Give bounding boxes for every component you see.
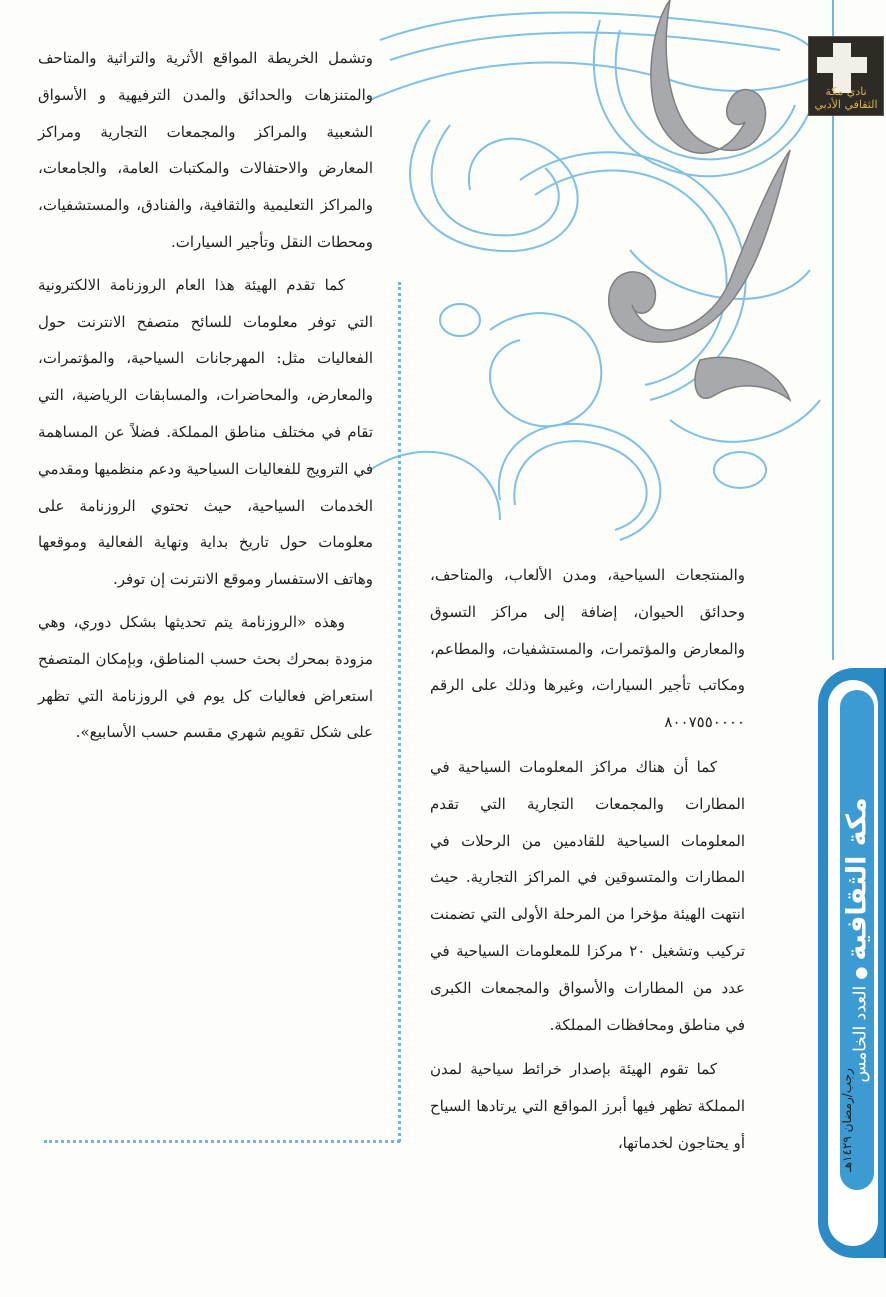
paragraph: وهذه «الروزنامة يتم تحديثها بشكل دوري، وهي مزودة بمحرك بحث حسب المناطق، وبإمكان المتصفح استعراض فعاليات كل يوم في الروزنامة التي تظهر على شكل تقويم شهري مقسم حسب الأسابيع». — [38, 612, 373, 742]
paragraph: وتشمل الخريطة المواقع الأثرية والتراثية والمتاحف والمتنزهات والحدائق والمدن الترفيهية و الأسواق الشعبية والمراكز والمجمعات التجارية ومراكز المعارض والاحتفالات والمكتبات العامة، والجامعات، والمراكز التعليمية والثقافية، والفنادق، والمستشفيات، ومحطات النقل وتأجير السيارات. — [38, 49, 373, 251]
bullet-icon: ● — [851, 966, 870, 980]
article-column-left — [38, 40, 373, 757]
logo-text: نادي مكة الثقافي الأدبي — [814, 85, 878, 111]
paragraph: والمنتجعات السياحية، ومدن الألعاب، والمتاحف، وحدائق الحيوان، إضافة إلى مراكز التسوق والمعارض والمؤتمرات، والمستشفيات، والمطاعم، ومكاتب تأجير السيارات، وغيرها وذلك على الرقم ٨٠٠٧٥٥٠٠٠٠ — [430, 566, 745, 732]
article-column-right — [430, 557, 745, 1170]
paragraph: كما أن هناك مراكز المعلومات السياحية في المطارات والمجمعات التجارية التي تقدم المعلومات السياحية للقادمين من الرحلات في المطارات والمتسوقين في المراكز التجارية. حيث انتهت الهيئة مؤخرا من المرحلة الأولى التي تضمنت تركيب وتشغيل ٢٠ مركزا للمعلومات السياحية في عدد من المطارات والأسواق والمجمعات الكبرى في مناطق ومحافظات المملكة. — [430, 757, 745, 1034]
magazine-name: مكة الثقافية — [841, 797, 873, 961]
decorative-calligraphy — [370, 0, 835, 545]
issue-date: رجب/رمضان ١٤٢٩هـ — [840, 1068, 854, 1172]
magazine-title — [842, 797, 873, 1082]
club-logo — [808, 36, 884, 116]
issue-number: العدد الخامس — [850, 985, 871, 1083]
paragraph: كما تقوم الهيئة بإصدار خرائط سياحية لمدن المملكة تظهر فيها أبرز المواقع التي يرتادها السياح أو يحتاجون لخدماتها، — [430, 1060, 745, 1152]
column-divider — [398, 282, 401, 1142]
page-number: ٢٢ — [843, 1192, 863, 1211]
paragraph: كما تقدم الهيئة هذا العام الروزنامة الالكترونية التي توفر معلومات للسائح متصفح الانترنت حول الفعاليات مثل: المهرجانات السياحية، والمؤتمرات، والمعارض، والمحاضرات، والمسابقات الرياضية، التي تقام في مختلف مناطق المملكة. فضلاً عن المساهمة في الترويج للفعاليات السياحية ودعم منظميها ومقدمي الخدمات السياحية، حيث تحتوي الروزنامة على معلومات حول تاريخ بداية ونهاية الفعالية وموقعها وهاتف الاستفسار وموقع الانترنت إن توفر. — [38, 275, 373, 589]
section-divider — [44, 1140, 400, 1143]
